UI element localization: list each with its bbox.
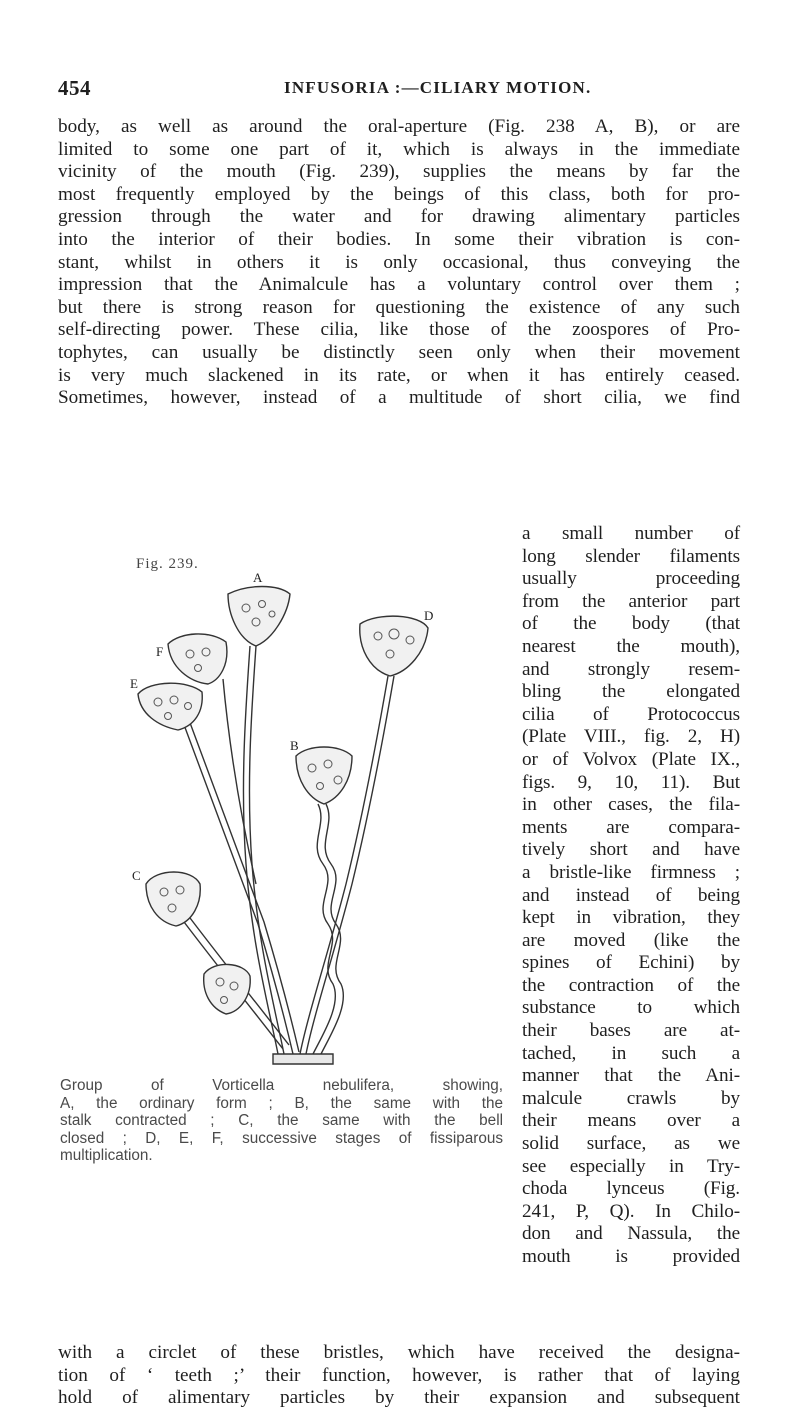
text-line: usually proceeding [522, 568, 740, 590]
text-line: (Plate VIII., fig. 2, H) [522, 726, 740, 748]
text-line: malcule crawls by [522, 1087, 740, 1109]
caption-line: closed ; D, E, F, successive stages of fissiparous [60, 1129, 503, 1147]
text-line: ments are compara- [522, 816, 740, 838]
text-line: kept in vibration, they [522, 907, 740, 929]
text-line: bling the elongated [522, 681, 740, 703]
text-line: tached, in such a [522, 1042, 740, 1064]
text-line: from the anterior part [522, 590, 740, 612]
text-line: spines of Echini) by [522, 952, 740, 974]
text-line: cilia of Protococcus [522, 703, 740, 725]
text-line: vicinity of the mouth (Fig. 239), supplies the means by far the [58, 161, 740, 183]
text-line: self-directing power. These cilia, like those of the zoospores of Pro- [58, 319, 740, 341]
bell-lower [204, 964, 251, 1014]
caption-line: Group of Vorticella nebulifera, showing, [60, 1077, 503, 1094]
text-line: the contraction of the [522, 974, 740, 996]
running-head: INFUSORIA :—CILIARY MOTION. [284, 78, 592, 97]
text-line: tion of ‘ teeth ;’ their function, however, is rather that of laying [58, 1364, 740, 1386]
figure-letter-d: D [424, 608, 434, 623]
text-line: gression through the water and for drawing alimentary particles [58, 206, 740, 228]
text-line: their bases are at- [522, 1020, 740, 1042]
text-line: but there is strong reason for questioning the existence of any such [58, 296, 740, 318]
figure-letter-c: C [132, 868, 141, 883]
text-line: Sometimes, however, instead of a multitude of short cilia, we find [58, 387, 740, 409]
text-line: 241, P, Q). In Chilo- [522, 1200, 740, 1222]
caption-line: A, the ordinary form ; B, the same with the [60, 1094, 503, 1112]
text-line: and strongly resem- [522, 658, 740, 680]
page-header [0, 70, 800, 104]
text-line: most frequently employed by the beings of this class, both for pro- [58, 183, 740, 205]
text-line: long slender filaments [522, 545, 740, 567]
bell-c [146, 872, 200, 926]
text-line: are moved (like the [522, 929, 740, 951]
text-line: impression that the Animalcule has a voluntary control over them ; [58, 274, 740, 296]
text-line: choda lynceus (Fig. [522, 1178, 740, 1200]
page-number: 454 [58, 76, 91, 100]
bell-d [360, 616, 428, 676]
text-line: a bristle-like firmness ; [522, 861, 740, 883]
text-line: their means over a [522, 1110, 740, 1132]
vorticella-illustration [128, 570, 518, 1074]
figure-letter-e: E [130, 676, 138, 691]
text-line: limited to some one part of it, which is always in the immediate [58, 138, 740, 160]
body-text-bottom [58, 1342, 740, 1410]
text-line: in other cases, the fila- [522, 794, 740, 816]
text-line: nearest the mouth), [522, 635, 740, 657]
text-line: a small number of [522, 523, 740, 544]
text-line: with a circlet of these bristles, which have received the designa- [58, 1342, 740, 1363]
text-line: hold of alimentary particles by their expansion and subsequent [58, 1387, 740, 1409]
text-line: substance to which [522, 997, 740, 1019]
text-line: manner that the Ani- [522, 1065, 740, 1087]
text-line: and instead of being [522, 884, 740, 906]
text-line: stant, whilst in others it is only occasional, thus conveying the [58, 251, 740, 273]
caption-line: multiplication. [60, 1147, 153, 1165]
figure-caption [60, 1077, 503, 1165]
text-line: or of Volvox (Plate IX., [522, 748, 740, 770]
text-line: don and Nassula, the [522, 1223, 740, 1245]
figure-label: Fig. 239. [136, 556, 199, 572]
text-line: into the interior of their bodies. In some their vibration is con- [58, 228, 740, 250]
text-line: tively short and have [522, 839, 740, 861]
bell-b [296, 747, 352, 804]
bell-f [168, 634, 227, 684]
text-line: figs. 9, 10, 11). But [522, 771, 740, 793]
text-line: of the body (that [522, 613, 740, 635]
body-text-right-column [522, 523, 740, 1269]
caption-line: stalk contracted ; C, the same with the bell [60, 1112, 503, 1130]
text-line: solid surface, as we [522, 1133, 740, 1155]
figure-letter-f: F [156, 644, 164, 659]
text-line: is very much slackened in its rate, or when it has entirely ceased. [58, 364, 740, 386]
figure-letter-b: B [290, 738, 299, 753]
text-line: tophytes, can usually be distinctly seen only when their movement [58, 341, 740, 363]
figure-letter-a: A [253, 570, 263, 585]
text-line: body, as well as around the oral-aperture (Fig. 238 A, B), or are [58, 116, 740, 137]
text-line: mouth is provided [522, 1246, 740, 1267]
body-text-top [58, 116, 740, 410]
text-line: see especially in Try- [522, 1155, 740, 1177]
bell-a [228, 587, 290, 647]
bell-e [138, 683, 202, 730]
